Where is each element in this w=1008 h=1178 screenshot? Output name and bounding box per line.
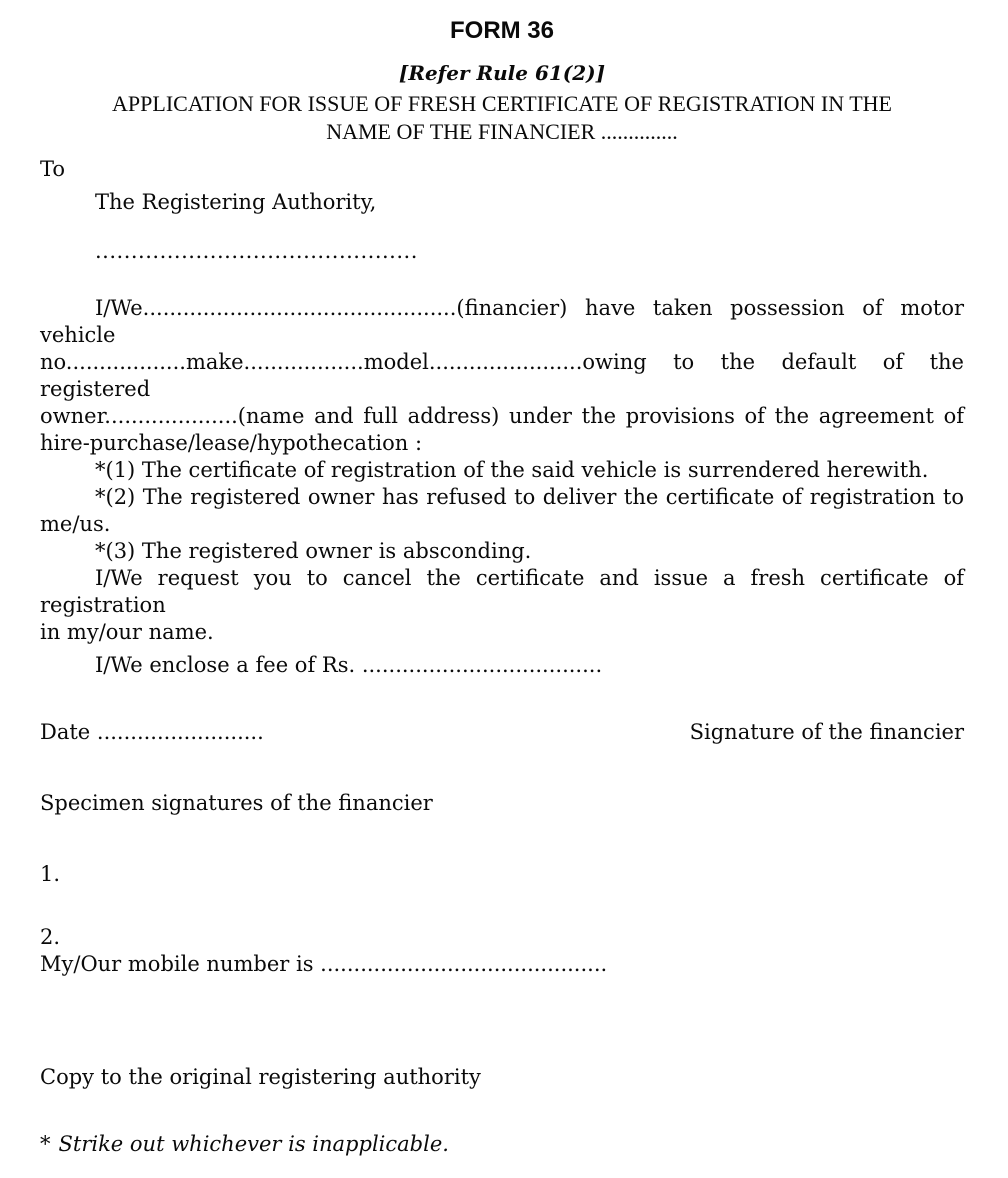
- copy-to-authority-note: Copy to the original registering authority: [40, 1065, 481, 1089]
- mobile-number-blank-line: My/Our mobile number is ...........................................: [40, 952, 608, 976]
- clause-2: [40, 484, 964, 538]
- request-paragraph: [40, 565, 964, 646]
- possession-paragraph-line-1: I/We...............................................(financier) have taken possession of motor vehicle: [40, 296, 964, 347]
- date-blank-field: Date .........................: [40, 720, 264, 744]
- strike-out-footnote: [40, 1131, 964, 1158]
- form-title-line-1: APPLICATION FOR ISSUE OF FRESH CERTIFICATE OF REGISTRATION IN THE: [112, 91, 892, 116]
- clause-1: *(1) The certificate of registration of the said vehicle is surrendered herewith.: [95, 458, 929, 482]
- registering-authority-line: The Registering Authority,: [95, 190, 377, 214]
- form-number-heading: FORM 36: [449, 17, 554, 44]
- form-title-line-2: NAME OF THE FINANCIER ..............: [326, 119, 678, 144]
- form-title: [40, 90, 964, 146]
- specimen-signatures-heading: Specimen signatures of the financier: [40, 791, 433, 815]
- footnote-asterisk: *: [40, 1132, 51, 1156]
- request-paragraph-line-2: in my/our name.: [40, 620, 214, 644]
- footnote-text: Strike out whichever is inapplicable.: [58, 1132, 449, 1156]
- financier-signature-label: Signature of the financier: [689, 720, 964, 744]
- possession-paragraph-line-3: owner....................(name and full address) under the provisions of the agreement of: [40, 404, 964, 428]
- salutation-to: To: [40, 157, 66, 181]
- possession-paragraph-line-2: no..................make..................model.......................owing to the default of the registered: [40, 350, 964, 401]
- clause-3: *(3) The registered owner is absconding.: [95, 539, 532, 563]
- rule-reference: [Refer Rule 61(2)]: [398, 61, 606, 85]
- specimen-signature-slot-2: 2.: [40, 925, 61, 949]
- clause-2-line-1: *(2) The registered owner has refused to deliver the certificate of registration to: [95, 485, 964, 509]
- request-paragraph-line-1: I/We request you to cancel the certificate and issue a fresh certificate of registration: [40, 566, 964, 617]
- fee-enclosed-line: I/We enclose a fee of Rs. ....................................: [95, 653, 603, 677]
- date-signature-row: [40, 719, 964, 746]
- clause-2-line-2: me/us.: [40, 512, 111, 536]
- specimen-signature-slot-1: 1.: [40, 862, 61, 886]
- possession-paragraph: [40, 295, 964, 457]
- authority-address-blank-field: .............................................: [95, 239, 418, 263]
- possession-paragraph-line-4: hire-purchase/lease/hypothecation :: [40, 431, 423, 455]
